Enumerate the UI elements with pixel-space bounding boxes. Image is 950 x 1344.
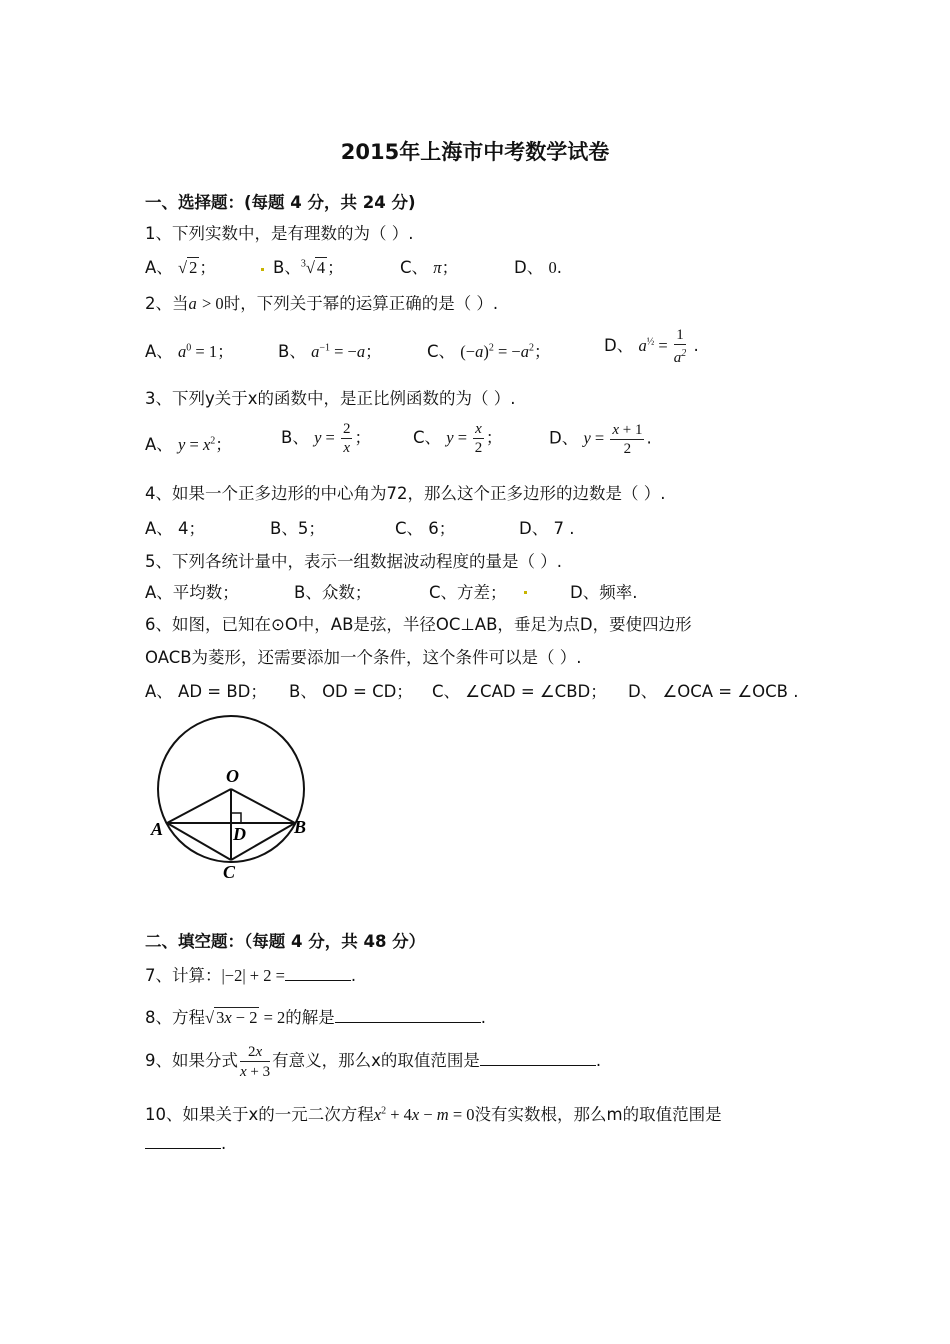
scan-dot bbox=[261, 268, 264, 271]
question-9: 9、如果分式 $\frac{2x}{x + 3}$ 有意义，那么x的取值范围是 . bbox=[145, 1044, 602, 1080]
q1-option-c: C、 π； bbox=[400, 258, 459, 277]
q5-option-a: A、平均数； bbox=[145, 583, 239, 602]
q1-option-a: A、 √ 2 ； bbox=[145, 258, 216, 277]
question-1: 1、下列实数中，是有理数的为（ ）. bbox=[145, 224, 414, 243]
q3-option-b: B、 y = $\frac{2}{x}$ ； bbox=[281, 421, 371, 456]
q5-option-c: C、方差； bbox=[429, 583, 507, 602]
circle-rhombus-diagram bbox=[145, 710, 325, 890]
q4-option-a: A、 4； bbox=[145, 519, 206, 538]
section-heading-choice: 一、选择题：(每题 4 分，共 24 分) bbox=[145, 193, 416, 212]
q2-option-d: D、 $a^{\frac{1}{2}}$ = $\frac{1}{a^2}$ . bbox=[604, 327, 699, 366]
answer-blank-9[interactable] bbox=[480, 1051, 596, 1066]
q5-option-d: D、频率. bbox=[570, 583, 638, 602]
q2-option-c: C、 $(-a)^2 = -a^2$； bbox=[427, 342, 551, 361]
q4-option-b: B、5； bbox=[270, 519, 325, 538]
label-c: C bbox=[223, 862, 236, 882]
q6-option-a: A、 AD = BD； bbox=[145, 682, 267, 701]
q5-option-b: B、众数； bbox=[294, 583, 372, 602]
q6-option-c: C、 ∠CAD = ∠CBD； bbox=[432, 682, 607, 701]
right-angle-mark bbox=[231, 813, 241, 823]
answer-blank-8[interactable] bbox=[335, 1008, 481, 1023]
page-title: 2015年上海市中考数学试卷 bbox=[340, 140, 610, 164]
q1-option-d: D、 0. bbox=[514, 258, 562, 277]
question-2: 2、当a > 0时，下列关于幂的运算正确的是（ ）. bbox=[145, 294, 499, 313]
label-a: A bbox=[151, 819, 164, 839]
segment-oa bbox=[167, 789, 231, 823]
label-o: O bbox=[226, 766, 239, 786]
q3-option-c: C、 y = $\frac{x}{2}$ ； bbox=[413, 421, 503, 456]
section-heading-fill: 二、填空题：（每题 4 分，共 48 分） bbox=[145, 932, 426, 951]
question-10-line-1: 10、如果关于x的一元二次方程$x^2 + 4x - m = 0$没有实数根，那么m的取值范围是 bbox=[145, 1105, 722, 1124]
question-6-line-2: OACB为菱形，还需要添加一个条件，这个条件可以是（ ）. bbox=[145, 648, 582, 667]
question-8: 8、方程√ 3x − 2 = 2的解是 . bbox=[145, 1008, 487, 1027]
scan-dot bbox=[524, 591, 527, 594]
question-7: 7、计算：|−2| + 2 = . bbox=[145, 966, 357, 985]
question-6-line-1: 6、如图，已知在⊙O中，AB是弦，半径OC⊥AB，垂足为点D，要使四边形 bbox=[145, 615, 692, 634]
question-10-line-2: . bbox=[145, 1134, 226, 1153]
answer-blank-10[interactable] bbox=[145, 1134, 221, 1149]
question-4: 4、如果一个正多边形的中心角为72，那么这个正多边形的边数是（ ）. bbox=[145, 484, 666, 503]
q4-option-c: C、 6； bbox=[395, 519, 456, 538]
label-d: D bbox=[233, 824, 246, 844]
q2-option-a: A、 $a^0 = 1$； bbox=[145, 342, 234, 361]
q6-option-d: D、 ∠OCA = ∠OCB . bbox=[628, 682, 799, 701]
q3-option-a: A、 $y = x^2$； bbox=[145, 435, 232, 454]
answer-blank-7[interactable] bbox=[285, 966, 351, 981]
label-b: B bbox=[294, 817, 307, 837]
q1-option-b: B、$^3$√ 4 ； bbox=[273, 258, 344, 277]
question-5: 5、下列各统计量中，表示一组数据波动程度的量是（ ）. bbox=[145, 552, 562, 571]
q2-option-b: B、 $a^{-1} = -a$； bbox=[278, 342, 382, 361]
q3-option-d: D、 y = $\frac{x + 1}{2}$ . bbox=[549, 422, 652, 457]
question-3: 3、下列y关于x的函数中，是正比例函数的为（ ）. bbox=[145, 389, 516, 408]
q4-option-d: D、 7 . bbox=[519, 519, 575, 538]
q6-option-b: B、 OD = CD； bbox=[289, 682, 413, 701]
